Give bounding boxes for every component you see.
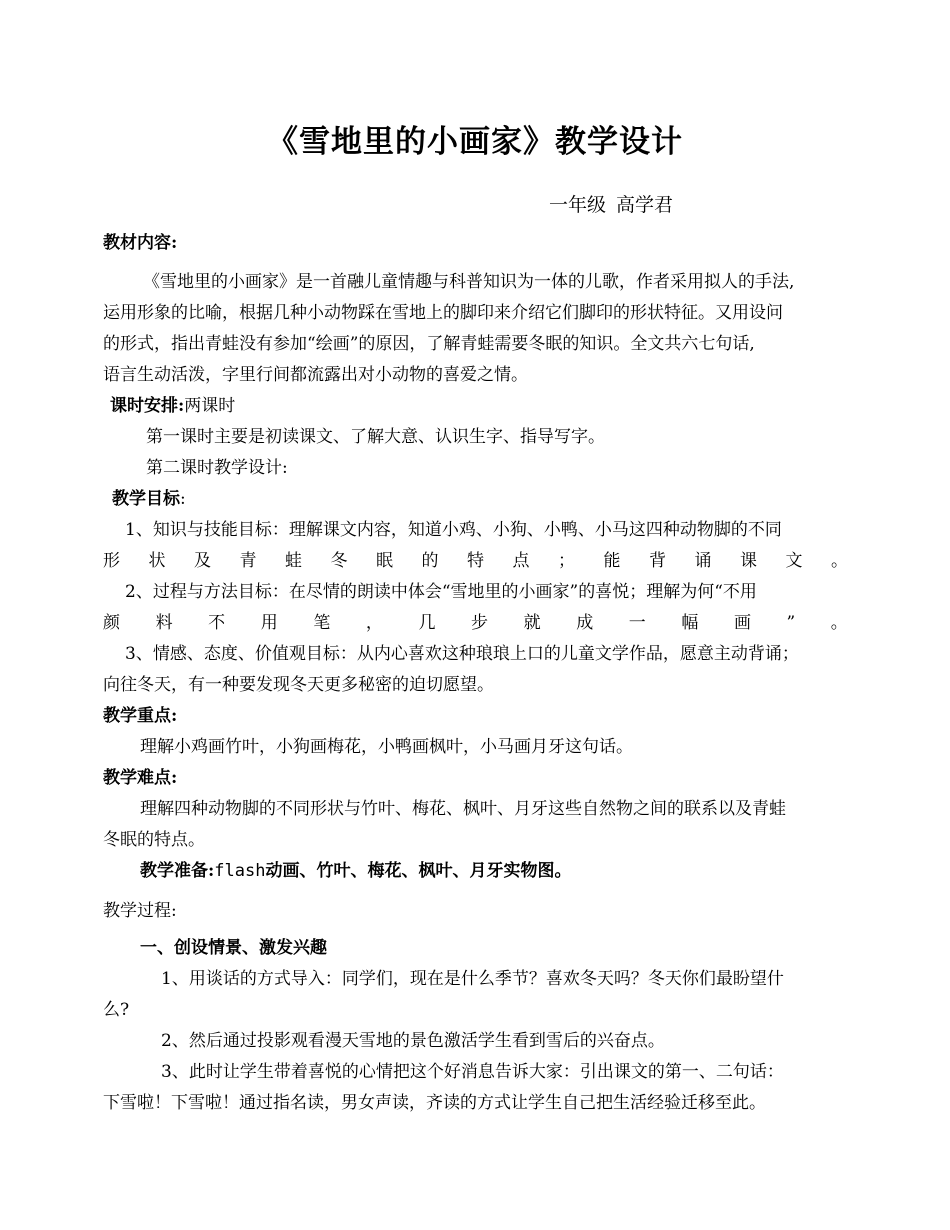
- goal-1-char: 形: [103, 551, 120, 571]
- goal-2-char: 。: [830, 613, 848, 633]
- goal-2-char: 颜: [103, 613, 120, 633]
- document-title: 《雪地里的小画家》教学设计: [267, 124, 683, 160]
- goal-2-char: 几: [418, 613, 436, 633]
- author-name: 高学君: [616, 194, 674, 216]
- goal-1-char: 。: [831, 551, 848, 571]
- goals-colon: :: [180, 489, 186, 509]
- process-step-1-line-2: 么?: [103, 1000, 130, 1020]
- goal-3-line-2: 向往冬天，有一种要发现冬天更多秘密的迫切愿望。: [103, 675, 494, 695]
- goal-1-line-1: 1、知识与技能目标：理解课文内容，知道小鸡、小狗、小鸭、小马这四种动物脚的不同: [125, 520, 782, 540]
- goal-2-char: 就: [523, 613, 541, 633]
- prep-label: 教学准备:: [140, 861, 215, 881]
- goal-2-char: 幅: [681, 613, 699, 633]
- goal-1-char: 冬: [330, 551, 348, 571]
- goal-2-char: ，: [365, 613, 383, 633]
- goal-1-char: 状: [148, 551, 166, 571]
- goal-1-line-2: [103, 549, 848, 573]
- keypoints-heading: 教学重点:: [103, 706, 178, 726]
- process-step-1-line-1: 1、用谈话的方式导入：同学们，现在是什么季节？喜欢冬天吗？冬天你们最盼望什: [161, 969, 784, 989]
- content-paragraph-line-2: 运用形象的比喻，根据几种小动物踩在雪地上的脚印来介绍它们脚印的形状特征。又用设问: [103, 303, 783, 323]
- prep-flash: flash: [214, 861, 266, 881]
- process-heading: 教学过程:: [103, 901, 177, 921]
- goal-2-char: 笔: [313, 613, 331, 633]
- goal-1-char: 特: [467, 551, 484, 571]
- schedule-value: 两课时: [184, 396, 236, 416]
- goal-1-char: 及: [194, 551, 211, 571]
- goal-1-char: 文: [785, 551, 803, 571]
- goals-heading: 教学目标: [112, 489, 180, 509]
- goal-2-char: 成: [576, 613, 594, 633]
- goal-1-char: 青: [239, 551, 257, 571]
- content-paragraph-line-4: 语言生动活泼，字里行间都流露出对小动物的喜爱之情。: [103, 365, 528, 385]
- schedule-second-lesson: 第二课时教学设计:: [146, 458, 288, 478]
- goal-2-char: 料: [155, 613, 173, 633]
- goal-2-char: 画: [733, 613, 751, 633]
- content-heading: 教材内容:: [103, 233, 178, 253]
- goal-2-char: 用: [260, 613, 278, 633]
- goal-1-char: ；: [558, 551, 575, 571]
- author-grade: 一年级: [549, 194, 607, 216]
- keypoints-text: 理解小鸡画竹叶，小狗画梅花，小鸭画枫叶，小马画月牙这句话。: [140, 737, 633, 757]
- schedule-line: [103, 394, 855, 418]
- schedule-label: 课时安排:: [110, 396, 185, 416]
- goal-1-char: 蛙: [285, 551, 302, 571]
- difficulties-line-2: 冬眠的特点。: [103, 830, 205, 850]
- goal-1-char: 点: [512, 551, 530, 571]
- goal-1-char: 诵: [694, 551, 712, 571]
- process-step-2-line-1: 2、然后通过投影观看漫天雪地的景色激活学生看到雪后的兴奋点。: [161, 1031, 665, 1051]
- goal-1-char: 的: [421, 551, 439, 571]
- goals-heading-line: [103, 487, 857, 511]
- goal-3-line-1: 3、情感、态度、价值观目标：从内心喜欢这种琅琅上口的儿童文学作品，愿意主动背诵；: [125, 644, 799, 664]
- prep-text: 动画、竹叶、梅花、枫叶、月牙实物图。: [265, 861, 572, 881]
- goal-2-char: 步: [471, 613, 489, 633]
- process-step-3-line-2: 下雪啦！下雪啦！通过指名读，男女声读，齐读的方式让学生自己把生活经验迁移至此。: [103, 1093, 766, 1113]
- goal-2-line-1: 2、过程与方法目标：在尽情的朗读中体会“雪地里的小画家”的喜悦；理解为何“不用: [125, 582, 757, 602]
- goal-1-char: 课: [740, 551, 757, 571]
- process-section-1-heading: 一、创设情景、激发兴趣: [140, 938, 327, 958]
- goal-2-char: 一: [628, 613, 646, 633]
- goal-2-line-2: [103, 611, 848, 635]
- author-line: [549, 190, 673, 217]
- goal-2-char: ”: [786, 613, 796, 633]
- difficulties-heading: 教学难点:: [103, 768, 178, 788]
- goal-1-char: 能: [603, 551, 621, 571]
- goal-2-char: 不: [208, 613, 226, 633]
- goal-1-char: 眠: [376, 551, 393, 571]
- goal-1-char: 背: [649, 551, 666, 571]
- content-paragraph-line-3: 的形式，指出青蛙没有参加“绘画”的原因，了解青蛙需要冬眠的知识。全文共六七句话,: [103, 334, 755, 354]
- content-paragraph-line-1: 《雪地里的小画家》是一首融儿童情趣与科普知识为一体的儿歌，作者采用拟人的手法,: [143, 272, 795, 292]
- difficulties-line-1: 理解四种动物脚的不同形状与竹叶、梅花、枫叶、月牙这些自然物之间的联系以及青蛙: [140, 799, 786, 819]
- prep-line: [103, 859, 885, 883]
- process-step-3-line-1: 3、此时让学生带着喜悦的心情把这个好消息告诉大家：引出课文的第一、二句话：: [161, 1062, 784, 1082]
- schedule-first-lesson: 第一课时主要是初读课文、了解大意、认识生字、指导写字。: [146, 427, 605, 447]
